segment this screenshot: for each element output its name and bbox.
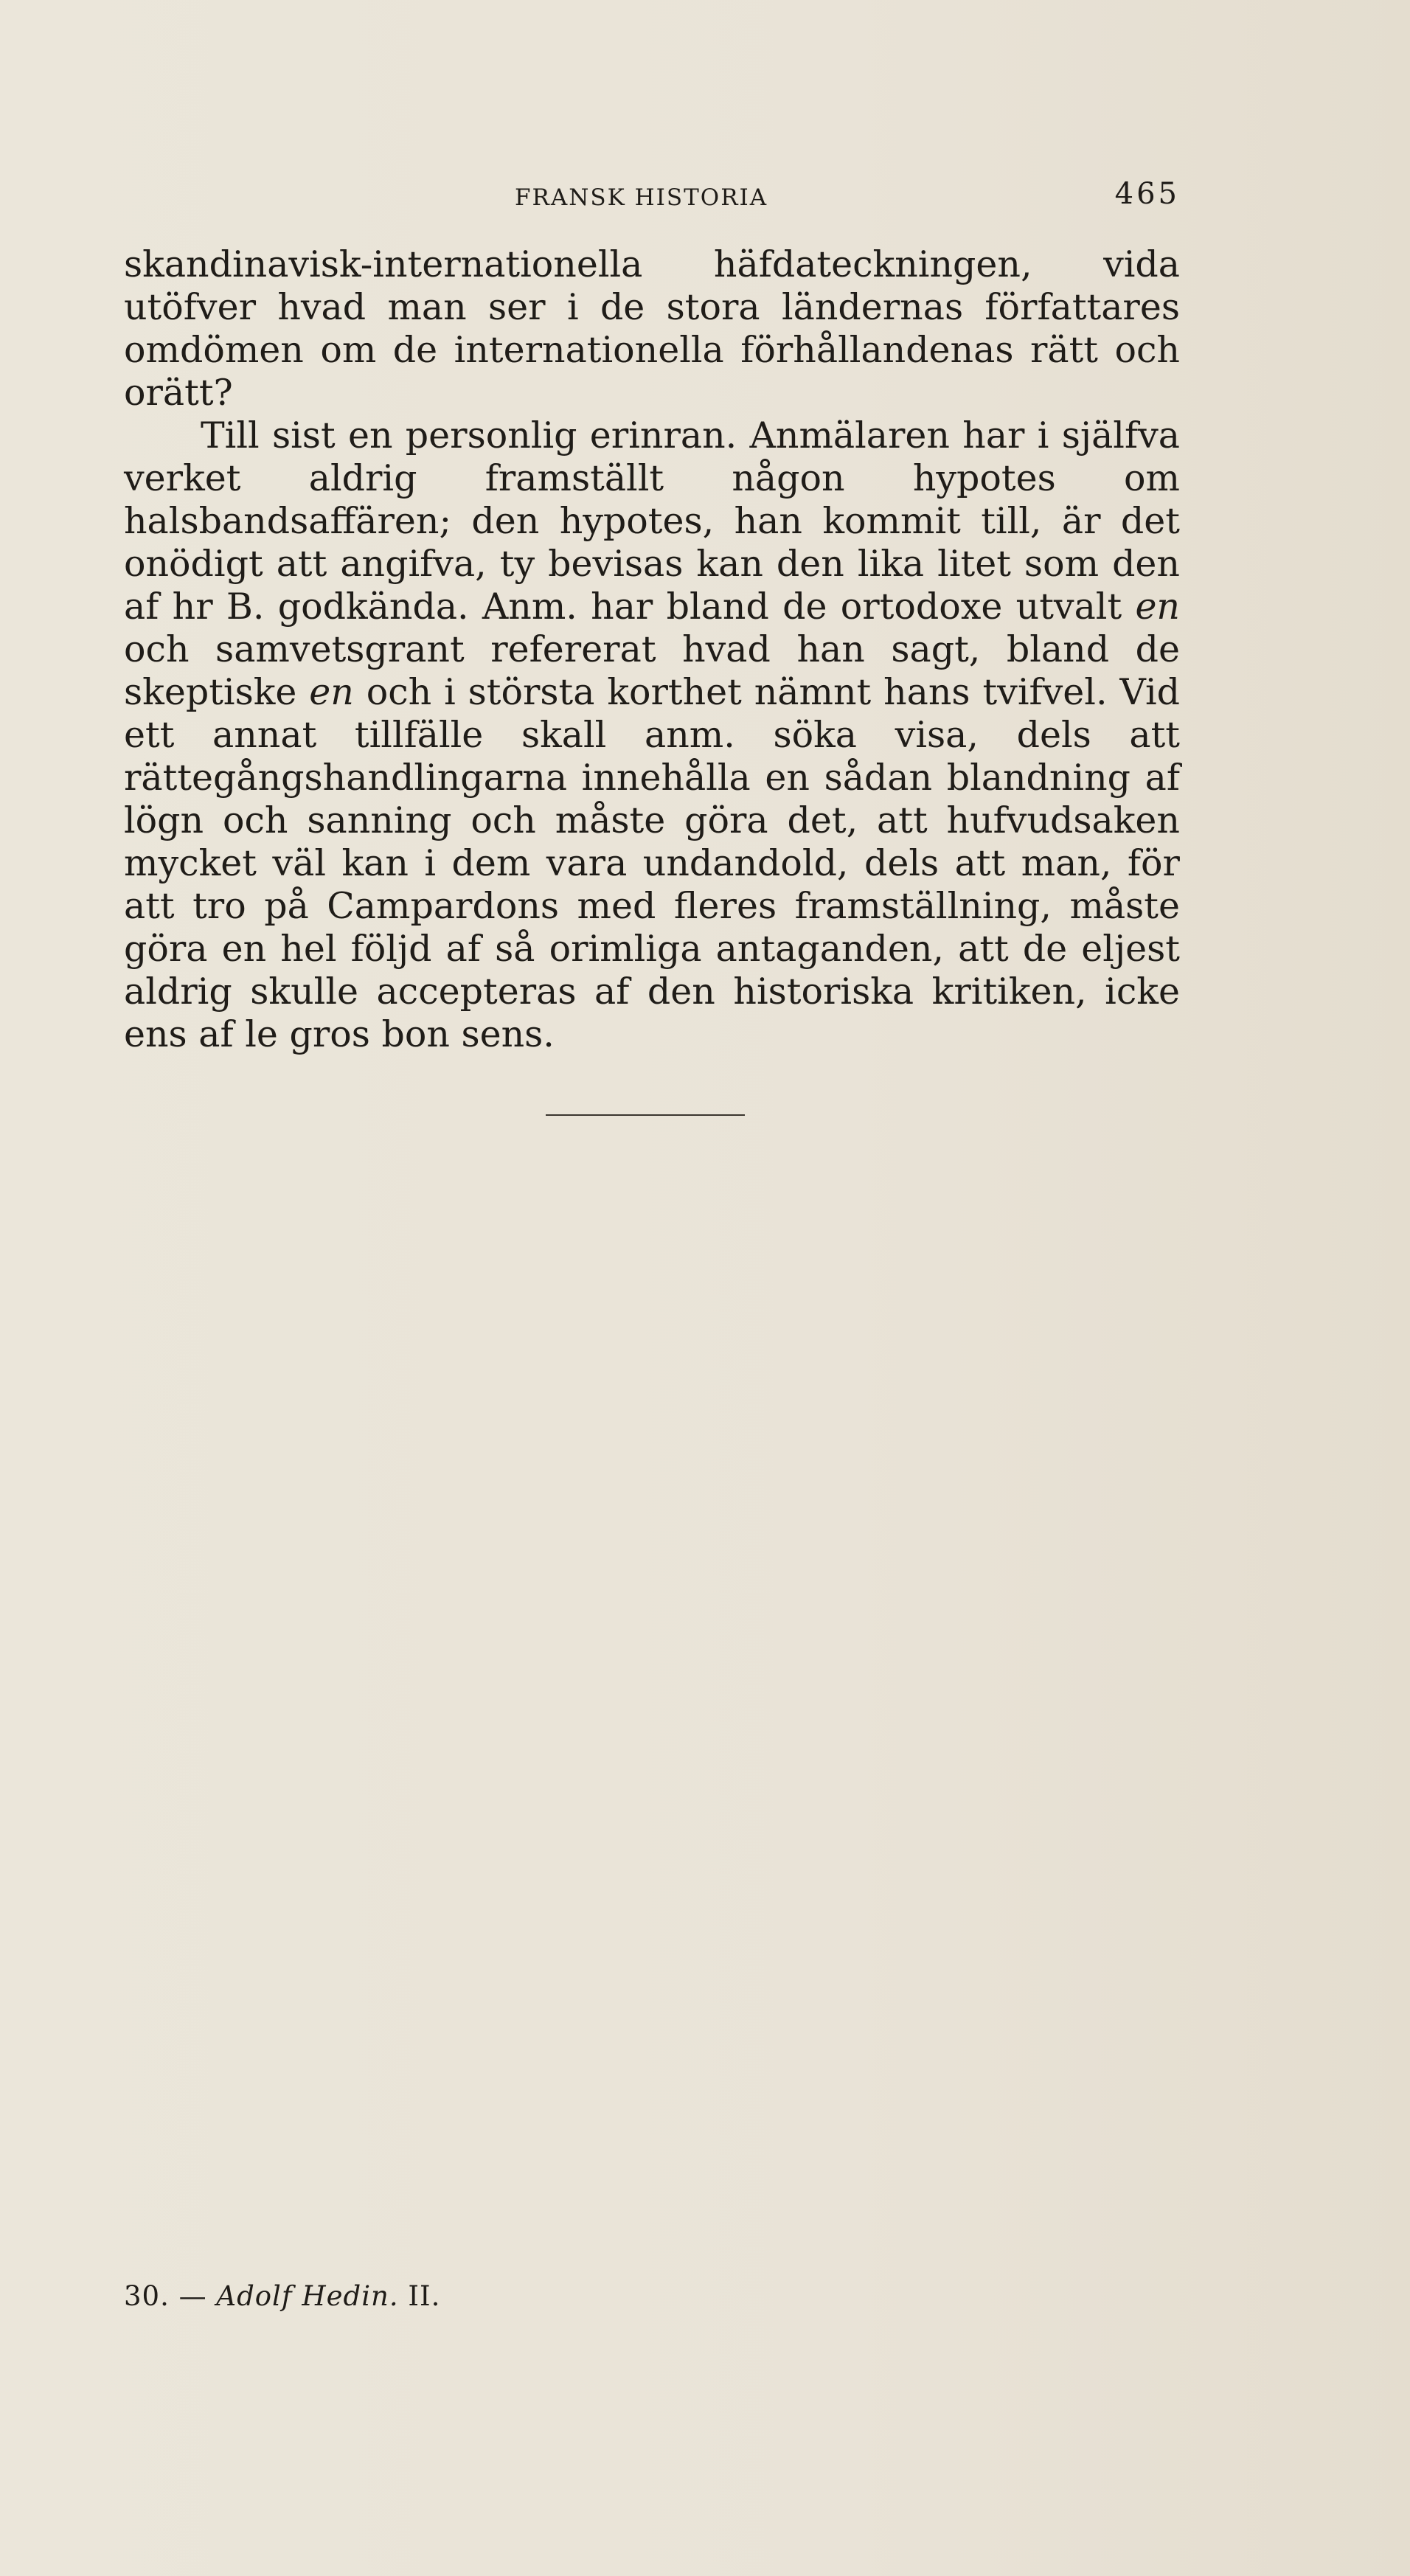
paragraph-personal-note bbox=[124, 414, 1180, 1056]
signature-line bbox=[124, 2280, 440, 2312]
book-author: Adolf Hedin. bbox=[216, 2280, 399, 2312]
emphasis-word: en bbox=[1135, 586, 1180, 628]
emphasis-word: en bbox=[309, 671, 354, 713]
page-number: 465 bbox=[1114, 177, 1180, 211]
section-divider bbox=[546, 1114, 745, 1116]
running-head bbox=[124, 177, 1180, 221]
paragraph-text-part: och i största korthet nämnt hans tvifvel. Vid ett annat tillfälle skall anm. söka visa, dels att rättegångshandlingarna innehålla en sådan blandning af lögn och sanning och måste göra det, att hufvudsaken mycket väl kan i dem vara undandold, dels att man, för att tro på Campardons med fleres framställning, måste göra en hel följd af så orimliga antaganden, att de eljest aldrig skulle accepteras af den historiska kritiken, icke ens af le gros bon sens. bbox=[124, 671, 1180, 1055]
body-text bbox=[124, 243, 1180, 1056]
paragraph-text-part: Till sist en personlig erinran. Anmälaren har i själfva verket aldrig framställt någon hypotes om halsbandsaffären; den hypotes, han kommit till, är det onödigt att angifva, ty bevisas kan den lika litet som den af hr B. godkända. Anm. har bland de ortodoxe utvalt bbox=[124, 414, 1180, 628]
running-title: FRANSK HISTORIA bbox=[515, 184, 768, 211]
signature-number: 30. — bbox=[124, 2280, 217, 2312]
paragraph-text-part: och samvetsgrant refererat hvad han sagt, bland de skeptiske bbox=[124, 628, 1180, 713]
paragraph-continuation: skandinavisk-internationella häfdateckningen, vida utöfver hvad man ser i de stora ländernas författares omdömen om de internationella förhållandenas rätt och orätt? bbox=[124, 243, 1180, 414]
volume-number: II. bbox=[398, 2280, 441, 2312]
